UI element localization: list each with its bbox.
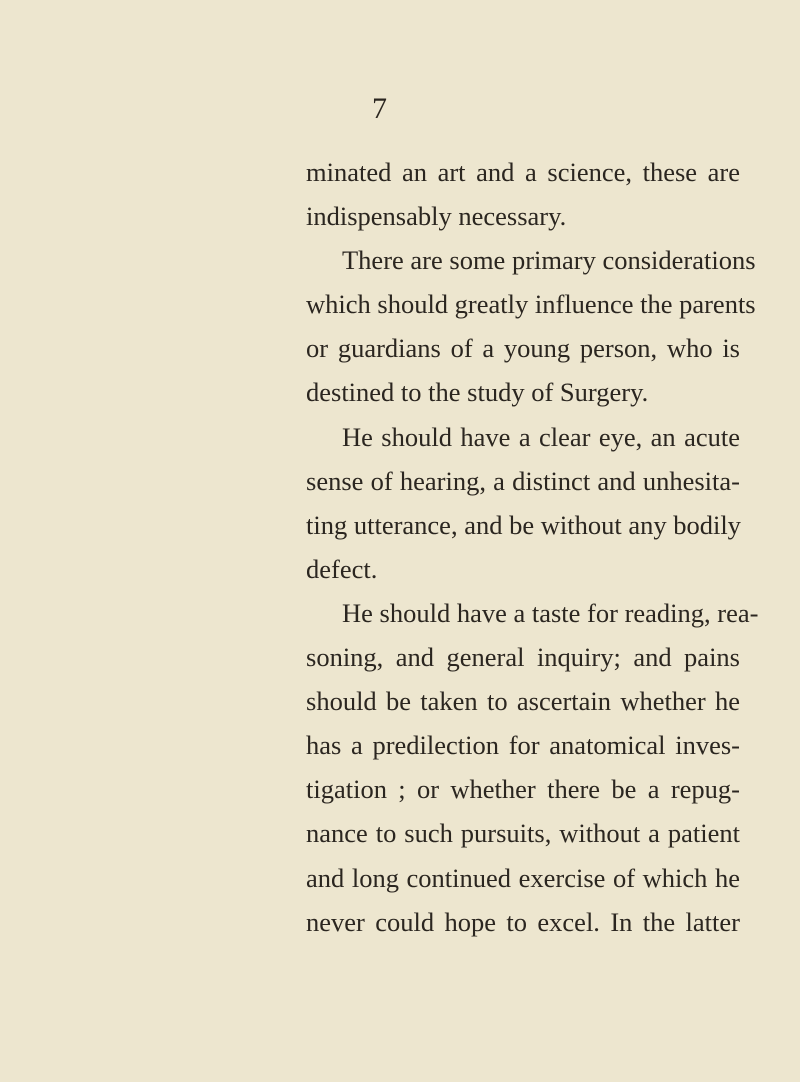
text-line: soning, and general inquiry; and pains [306, 642, 740, 673]
text-line: has a predilection for anatomical inves- [306, 730, 740, 761]
text-line: He should have a taste for reading, rea- [342, 597, 759, 628]
text-line: There are some primary considerations [342, 245, 756, 276]
text-line: minated an art and a science, these are [306, 157, 740, 187]
text-line: tigation ; or whether there be a repug- [306, 774, 740, 805]
text-line: and long continued exercise of which he [306, 862, 740, 893]
text-line: never could hope to excel. In the latter [306, 906, 740, 937]
text-line: indispensably necessary. [306, 201, 567, 232]
text-line: ting utterance, and be without any bodily [306, 509, 741, 540]
text-line: He should have a clear eye, an acute [342, 421, 740, 452]
page-number: 7 [372, 92, 387, 125]
text-line: which should greatly influence the parents [306, 289, 756, 320]
text-line: defect. [306, 553, 378, 584]
text-line: or guardians of a young person, who is [306, 333, 740, 364]
body-text [306, 150, 759, 944]
text-line: should be taken to ascertain whether he [306, 686, 740, 717]
text-line: destined to the study of Surgery. [306, 377, 649, 408]
text-line: nance to such pursuits, without a patient [306, 818, 740, 849]
text-line: sense of hearing, a distinct and unhesita- [306, 465, 740, 496]
